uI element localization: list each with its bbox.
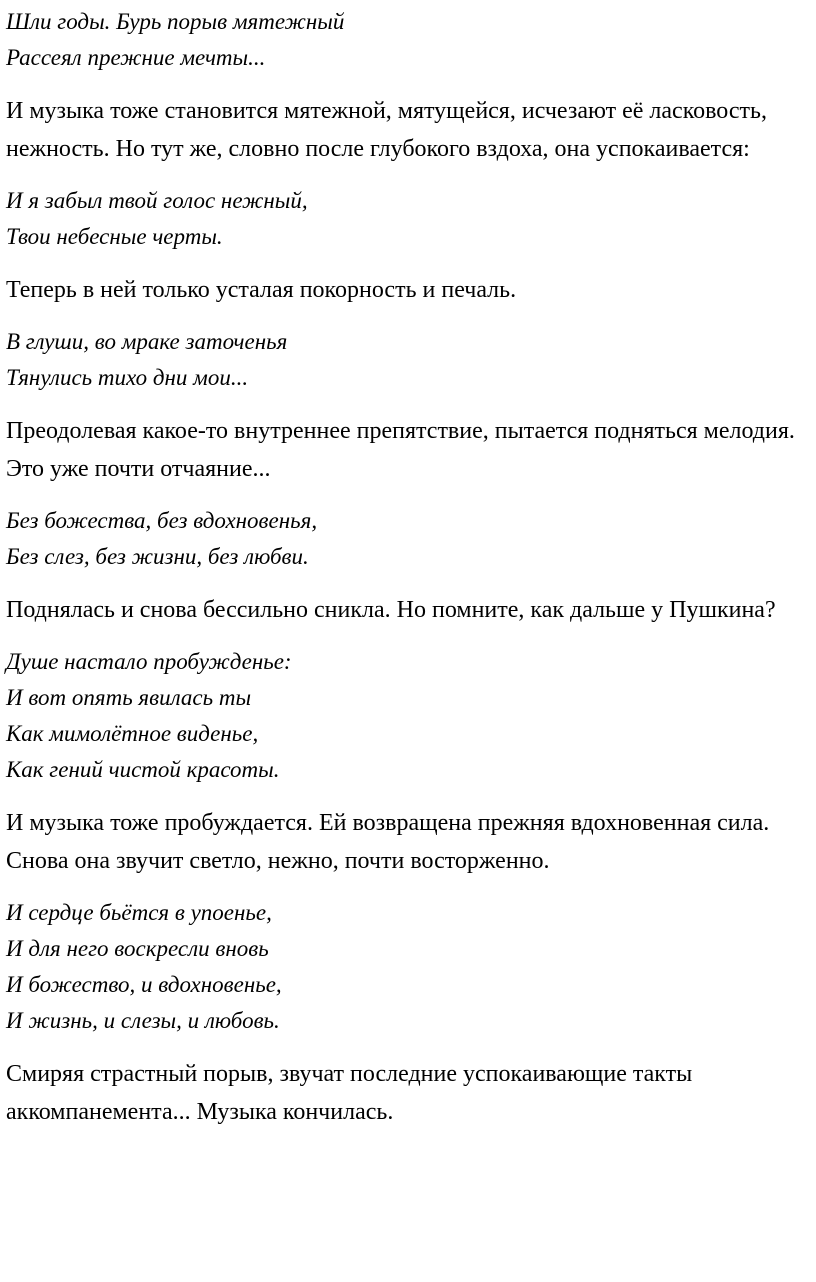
prose-paragraph: Преодолевая какое-то внутреннее препятствие, пытается подняться мелодия. Это уже почти отчаяние... [6,418,795,482]
prose-paragraph: И музыка тоже становится мятежной, мятущейся, исчезают её ласковость, нежность. Но тут же, словно после глубокого вздоха, она успокаивается: [6,98,767,162]
verse-stanza [6,4,810,76]
verse-stanza [6,644,810,788]
verse-line: И жизнь, и слезы, и любовь. [6,1008,280,1033]
verse-line: И вот опять явилась ты [6,685,252,710]
verse-line: И божество, и вдохновенье, [6,972,282,997]
verse-stanza [6,895,810,1039]
verse-line: Тянулись тихо дни мои... [6,365,249,390]
prose-paragraph: И музыка тоже пробуждается. Ей возвращена прежняя вдохновенная сила. Снова она звучит светло, нежно, почти восторженно. [6,810,770,874]
verse-line: Без божества, без вдохновенья, [6,508,318,533]
verse-line: Душе настало пробужденье: [6,649,292,674]
prose-paragraph: Теперь в ней только усталая покорность и печаль. [6,277,517,303]
verse-line: Как гений чистой красоты. [6,757,280,782]
prose-paragraph: Поднялась и снова бессильно сникла. Но помните, как дальше у Пушкина? [6,597,776,623]
verse-stanza [6,503,810,575]
verse-line: Шли годы. Бурь порыв мятежный [6,9,345,34]
verse-line: Твои небесные черты. [6,224,223,249]
verse-line: И для него воскресли вновь [6,936,269,961]
verse-stanza [6,183,810,255]
prose-paragraph: Смиряя страстный порыв, звучат последние успокаивающие такты аккомпанемента... Музыка кончилась. [6,1061,693,1125]
verse-line: Без слез, без жизни, без любви. [6,544,309,569]
verse-stanza [6,324,810,396]
verse-line: И сердце бьётся в упоенье, [6,900,272,925]
verse-line: Рассеял прежние мечты... [6,45,266,70]
verse-line: И я забыл твой голос нежный, [6,188,308,213]
verse-line: В глуши, во мраке заточенья [6,329,288,354]
verse-line: Как мимолётное виденье, [6,721,259,746]
